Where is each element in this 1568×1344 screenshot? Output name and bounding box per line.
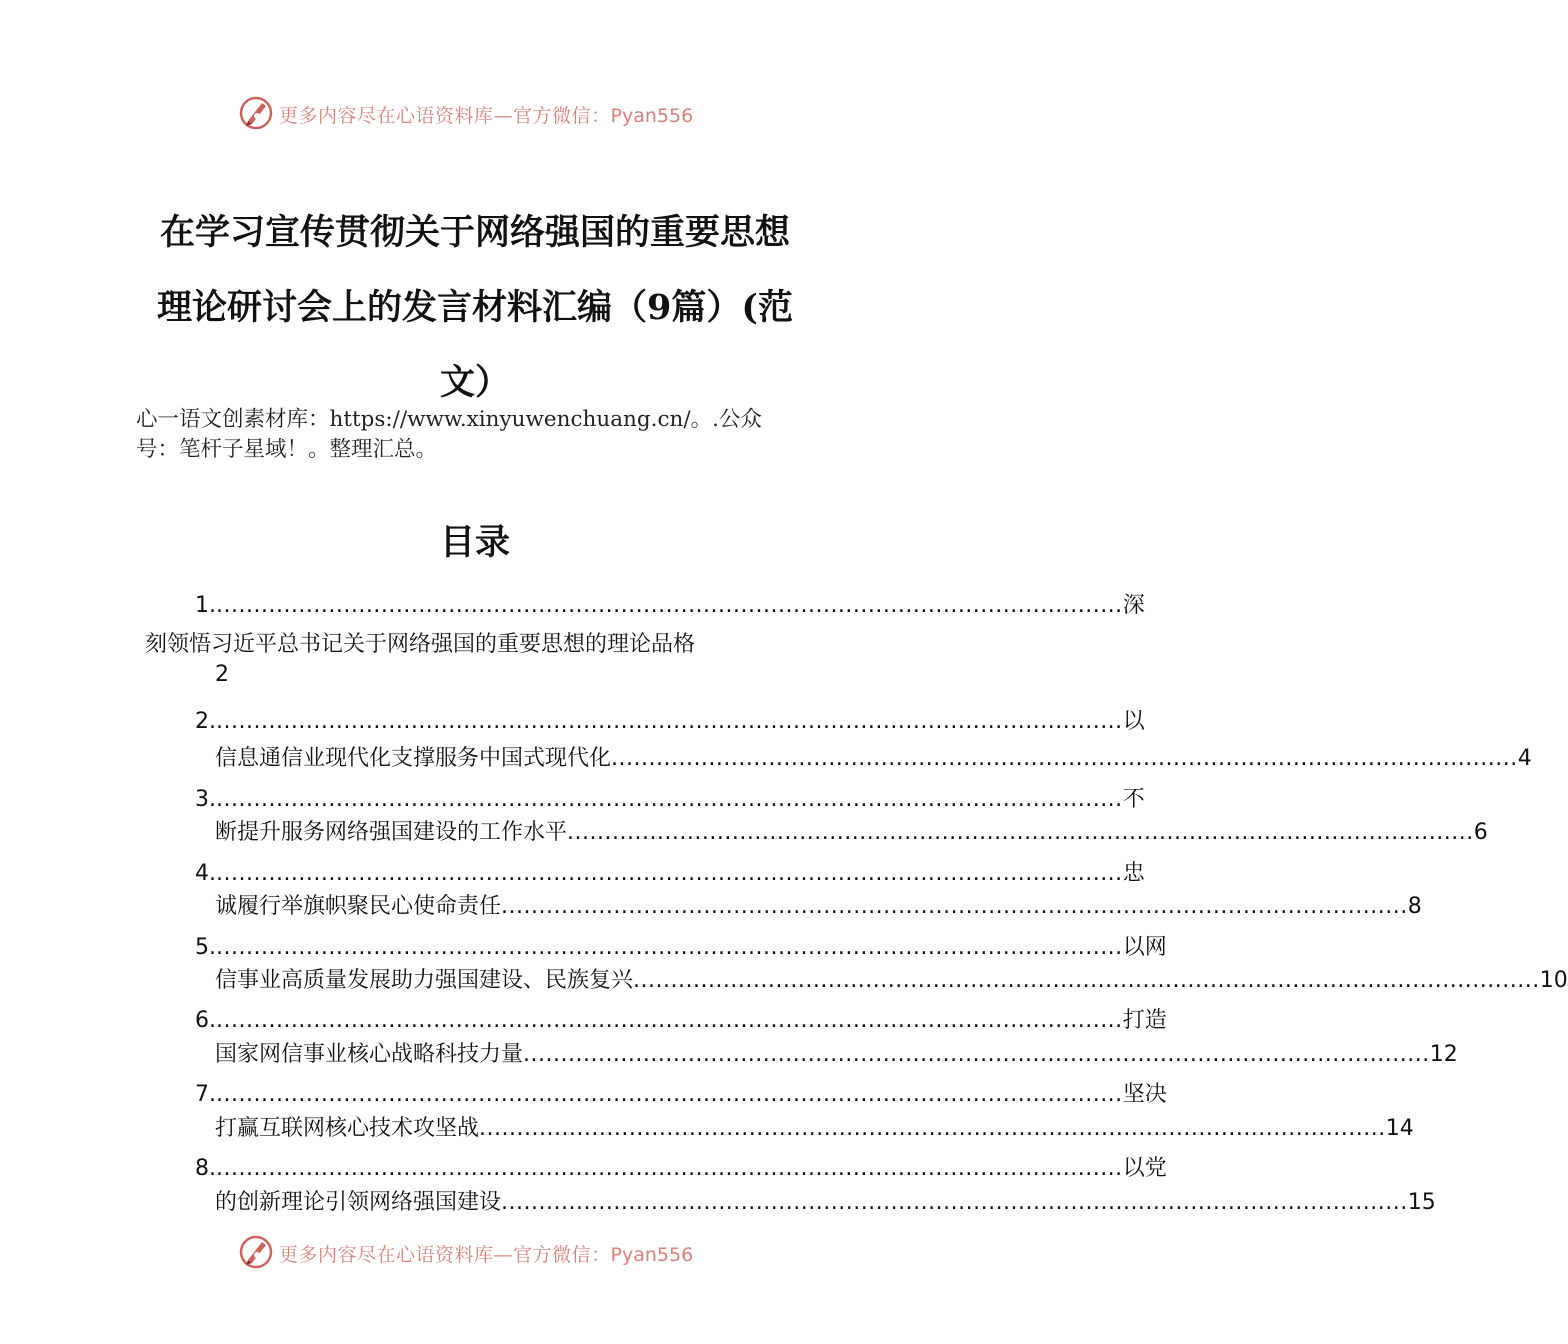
toc-entry-title: 信息通信业现代化支撑服务中国式现代化: [215, 746, 612, 771]
watermark-footer: [0, 1232, 950, 1272]
toc-entry-7-line-2[interactable]: [215, 1111, 1414, 1141]
watermark-text: [279, 101, 693, 128]
toc-entry-page: 4: [1517, 746, 1532, 771]
toc-entry-page: 10: [1539, 968, 1568, 993]
toc-entry-title: 断提升服务网络强国建设的工作水平: [215, 820, 568, 845]
toc-entry-number: 4.: [195, 861, 216, 886]
source-note-line-1: 心一语文创素材库：https://www.xinyuwenchuang.cn/。.公众: [136, 407, 762, 432]
toc-entry-8[interactable]: [195, 1151, 1167, 1181]
toc-leader-dots: .........................................................................................................................: [216, 709, 1123, 734]
toc-entry-1[interactable]: [195, 588, 1145, 618]
toc-entry-title-start: 以: [1122, 709, 1145, 734]
toc-leader-dots: .........................................................................................................................: [216, 1008, 1123, 1033]
toc-entry-title: 国家网信事业核心战略科技力量: [215, 1042, 524, 1067]
toc-entry-title-start: 以党: [1122, 1156, 1167, 1181]
toc-entry-page: 14: [1385, 1116, 1414, 1141]
watermark-account: Pyan556: [610, 1244, 694, 1266]
toc-leader-dots: .........................................................................................................................: [523, 1042, 1430, 1067]
toc-leader-dots: .........................................................................................................................: [501, 1190, 1408, 1215]
toc-leader-dots: .........................................................................................................................: [611, 746, 1518, 771]
toc-entry-3[interactable]: [195, 782, 1145, 812]
toc-entry-5[interactable]: [195, 930, 1167, 960]
toc-entry-2[interactable]: [195, 704, 1145, 734]
toc-entry-4-line-2[interactable]: [215, 889, 1422, 919]
toc-entry-title: 打赢互联网核心技术攻坚战: [215, 1116, 480, 1141]
toc-entry-title-start: 坚决: [1122, 1082, 1167, 1107]
toc-leader-dots: .........................................................................................................................: [567, 820, 1474, 845]
toc-leader-dots: .........................................................................................................................: [633, 968, 1540, 993]
pen-logo-icon: [238, 95, 274, 131]
document-title-line-2: 理论研讨会上的发言材料汇编（9篇）(范: [157, 287, 793, 328]
pen-logo-icon: [238, 1234, 274, 1270]
toc-entry-7[interactable]: [195, 1077, 1167, 1107]
toc-leader-dots: .........................................................................................................................: [216, 593, 1123, 618]
toc-leader-dots: .........................................................................................................................: [216, 1082, 1123, 1107]
toc-entry-1-title[interactable]: 刻领悟习近平总书记关于网络强国的重要思想的理论品格: [145, 632, 696, 657]
toc-entry-title-start: 打造: [1122, 1008, 1167, 1033]
toc-leader-dots: .........................................................................................................................: [501, 894, 1408, 919]
toc-entry-6-line-2[interactable]: [215, 1037, 1458, 1067]
toc-heading: 目录: [439, 522, 510, 563]
toc-leader-dots: .........................................................................................................................: [216, 935, 1123, 960]
toc-entry-title-start: 深: [1122, 593, 1145, 618]
toc-entry-4[interactable]: [195, 856, 1145, 886]
watermark-main: 更多内容尽在心语资料库—官方微信：: [279, 1244, 611, 1266]
toc-entry-number: 1.: [195, 593, 216, 618]
toc-entry-page: 6: [1473, 820, 1488, 845]
toc-entry-number: 2.: [195, 709, 216, 734]
toc-entry-title: 的创新理论引领网络强国建设: [215, 1190, 502, 1215]
toc-entry-1-page: 2: [215, 662, 229, 687]
toc-entry-6[interactable]: [195, 1003, 1167, 1033]
toc-entry-3-line-2[interactable]: [215, 815, 1488, 845]
toc-entry-number: 5.: [195, 935, 216, 960]
toc-entry-8-line-2[interactable]: [215, 1185, 1436, 1215]
toc-entry-title-start: 不: [1122, 787, 1145, 812]
toc-entry-number: 3.: [195, 787, 216, 812]
toc-entry-number: 7.: [195, 1082, 216, 1107]
toc-entry-title: 信事业高质量发展助力强国建设、民族复兴: [215, 968, 634, 993]
toc-entry-page: 15: [1407, 1190, 1436, 1215]
source-note-line-2: 号：笔杆子星域！。整理汇总。: [136, 437, 438, 462]
toc-entry-2-line-2[interactable]: [215, 741, 1532, 771]
toc-entry-page: 8: [1407, 894, 1422, 919]
toc-leader-dots: .........................................................................................................................: [216, 861, 1123, 886]
toc-entry-title-start: 以网: [1122, 935, 1167, 960]
toc-leader-dots: .........................................................................................................................: [479, 1116, 1386, 1141]
toc-entry-5-line-2[interactable]: [215, 963, 1568, 993]
toc-entry-title: 诚履行举旗帜聚民心使命责任: [215, 894, 502, 919]
toc-entry-number: 8.: [195, 1156, 216, 1181]
watermark-main: 更多内容尽在心语资料库—官方微信：: [279, 105, 611, 127]
watermark-text: [279, 1240, 693, 1267]
toc-leader-dots: .........................................................................................................................: [216, 1156, 1123, 1181]
document-title-line-3: 文）: [439, 362, 510, 403]
toc-entry-title-start: 忠: [1122, 861, 1145, 886]
watermark-header: [0, 93, 950, 133]
watermark-account: Pyan556: [610, 105, 694, 127]
toc-leader-dots: .........................................................................................................................: [216, 787, 1123, 812]
toc-entry-page: 12: [1429, 1042, 1458, 1067]
toc-entry-number: 6.: [195, 1008, 216, 1033]
document-title-line-1: 在学习宣传贯彻关于网络强国的重要思想: [159, 212, 790, 253]
